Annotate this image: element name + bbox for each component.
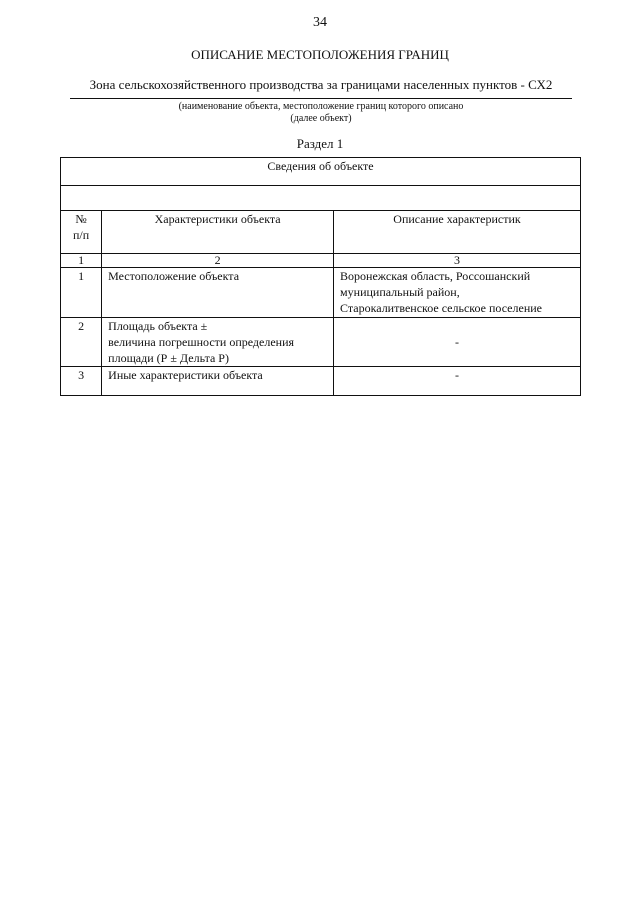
row-description-line: - bbox=[455, 335, 460, 349]
row-number: 2 bbox=[61, 318, 102, 367]
object-name-underline bbox=[70, 98, 572, 99]
row-characteristic-line: Иные характеристики объекта bbox=[108, 368, 263, 382]
column-header-no-line-1: № bbox=[75, 212, 87, 226]
row-description bbox=[334, 318, 581, 367]
row-description-line: - bbox=[455, 368, 460, 382]
column-header-no bbox=[61, 211, 102, 254]
row-description-line: Воронежская область, Россошанский bbox=[340, 269, 531, 283]
table-empty-cell bbox=[61, 186, 581, 211]
row-number: 1 bbox=[61, 268, 102, 318]
column-header-characteristics: Характеристики объекта bbox=[102, 211, 334, 254]
table-row bbox=[61, 318, 581, 367]
table-header-row bbox=[61, 158, 581, 186]
row-description bbox=[334, 367, 581, 396]
object-info-table bbox=[60, 157, 581, 396]
row-number: 3 bbox=[61, 367, 102, 396]
row-characteristic bbox=[102, 268, 334, 318]
column-index-1: 1 bbox=[61, 254, 102, 268]
row-characteristic bbox=[102, 318, 334, 367]
caption-line-1: (наименование объекта, местоположение границ которого описано bbox=[178, 101, 464, 112]
row-characteristic-line: величина погрешности определения bbox=[108, 335, 295, 349]
column-index-row bbox=[61, 254, 581, 268]
caption-line-2: (далее объект) bbox=[290, 113, 352, 124]
row-characteristic bbox=[102, 367, 334, 396]
row-description-line: Старокалитвенское сельское поселение bbox=[340, 301, 542, 315]
column-index-3: 3 bbox=[334, 254, 581, 268]
row-characteristic-line: площади (Р ± Дельта Р) bbox=[108, 351, 229, 365]
column-index-2: 2 bbox=[102, 254, 334, 268]
column-header-description: Описание характеристик bbox=[334, 211, 581, 254]
page-number: 34 bbox=[313, 15, 327, 30]
table-row bbox=[61, 367, 581, 396]
table-row bbox=[61, 268, 581, 318]
row-description-line: муниципальный район, bbox=[340, 285, 460, 299]
row-description bbox=[334, 268, 581, 318]
row-characteristic-line: Местоположение объекта bbox=[108, 269, 240, 283]
column-header-row bbox=[61, 211, 581, 254]
table-header: Сведения об объекте bbox=[61, 158, 581, 186]
object-name-caption bbox=[70, 101, 572, 125]
row-characteristic-line: Площадь объекта ± bbox=[108, 319, 208, 333]
object-name: Зона сельскохозяйственного производства за границами населенных пунктов - СХ2 bbox=[89, 77, 553, 92]
document-title: ОПИСАНИЕ МЕСТОПОЛОЖЕНИЯ ГРАНИЦ bbox=[191, 47, 449, 62]
column-header-no-line-2: п/п bbox=[72, 228, 90, 242]
table-empty-row bbox=[61, 186, 581, 211]
section-title: Раздел 1 bbox=[296, 136, 344, 151]
